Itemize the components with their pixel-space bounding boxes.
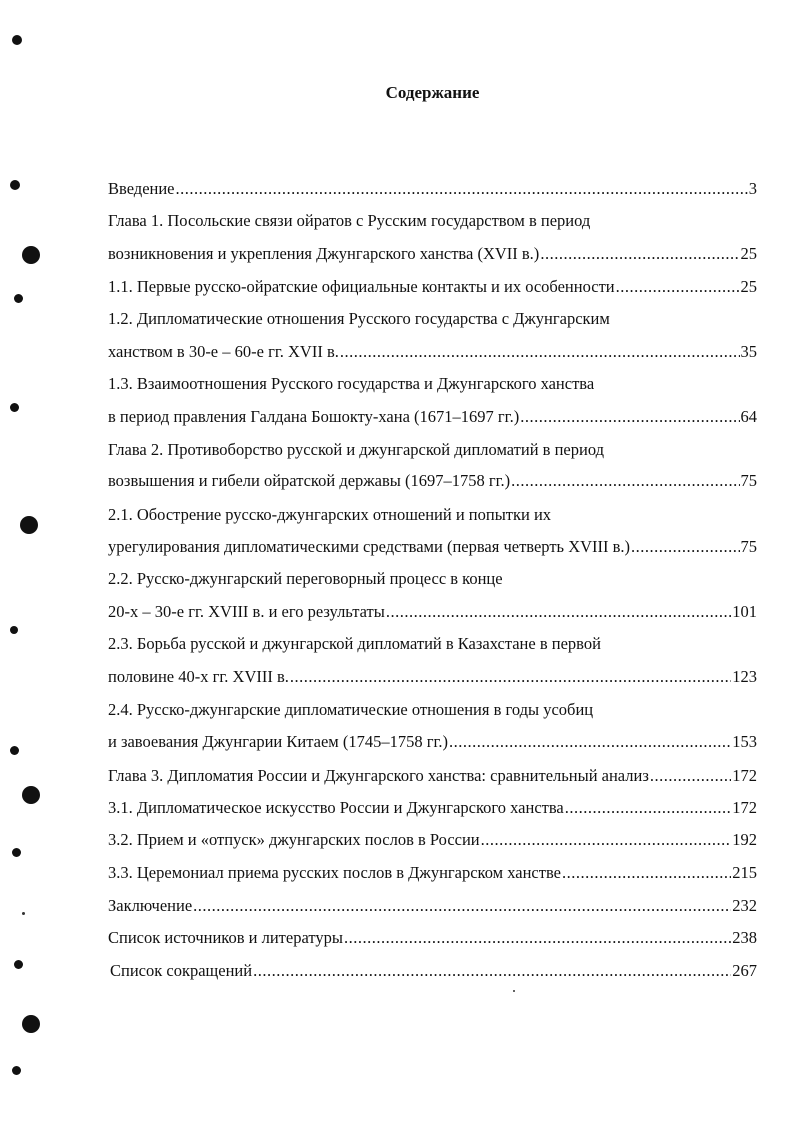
punch-hole bbox=[12, 1066, 21, 1075]
toc-entry-line-continued bbox=[108, 699, 757, 721]
toc-entry-text: Глава 1. Посольские связи ойратов с Русским государством в период bbox=[108, 211, 591, 230]
toc-entry-text: половине 40-х гг. XVIII в. bbox=[108, 667, 289, 686]
toc-entry-text: и завоевания Джунгарии Китаем (1745–1758 гг.) bbox=[108, 732, 449, 751]
dot-leader bbox=[344, 927, 731, 949]
toc-page-number: 75 bbox=[740, 537, 757, 556]
dot-leader bbox=[520, 406, 739, 428]
toc-entry-text: Список сокращений bbox=[110, 961, 253, 980]
toc-page-number: 25 bbox=[740, 277, 757, 296]
punch-hole bbox=[10, 626, 18, 634]
dot-leader bbox=[290, 666, 731, 688]
dot-leader bbox=[650, 765, 731, 787]
toc-entry-text: возвышения и гибели ойратской державы (1697–1758 гг.) bbox=[108, 471, 511, 490]
toc-entry-text: урегулирования дипломатическими средствами (первая четверть XVIII в.) bbox=[108, 537, 631, 556]
dot-leader bbox=[176, 178, 748, 200]
toc-entry-text: 1.2. Дипломатические отношения Русского государства с Джунгарским bbox=[108, 309, 610, 328]
toc-entry-line-continued bbox=[108, 210, 757, 232]
dot-leader bbox=[616, 276, 740, 298]
toc-entry-line bbox=[108, 797, 757, 819]
toc-entry-line-continued bbox=[108, 439, 757, 461]
punch-hole bbox=[20, 516, 38, 534]
dot-leader bbox=[565, 797, 732, 819]
dot-leader bbox=[253, 960, 731, 982]
toc-entry-text: 2.3. Борьба русской и джунгарской дипломатий в Казахстане в первой bbox=[108, 634, 601, 653]
dot-leader bbox=[631, 536, 739, 558]
toc-entry-line bbox=[108, 895, 757, 917]
toc-entry-line bbox=[108, 243, 757, 265]
punch-hole bbox=[14, 960, 23, 969]
toc-page-number: 64 bbox=[740, 407, 757, 426]
punch-hole bbox=[22, 1015, 40, 1033]
dot-leader bbox=[449, 731, 731, 753]
toc-entry-line bbox=[108, 829, 757, 851]
punch-hole bbox=[10, 403, 19, 412]
punch-hole bbox=[14, 294, 23, 303]
toc-entry-line bbox=[108, 666, 757, 688]
toc-entry-text: 2.2. Русско-джунгарский переговорный процесс в конце bbox=[108, 569, 503, 588]
toc-entry-text: Список источников и литературы bbox=[108, 928, 343, 947]
toc-page-number: 25 bbox=[740, 244, 757, 263]
toc-entry-text: Заключение bbox=[108, 896, 193, 915]
toc-page-number: 101 bbox=[732, 602, 757, 621]
toc-page-number: 172 bbox=[732, 798, 757, 817]
punch-hole bbox=[10, 180, 20, 190]
toc-page-number: 238 bbox=[732, 928, 757, 947]
toc-page-number: 123 bbox=[732, 667, 757, 686]
toc-entry-line bbox=[108, 601, 757, 623]
toc-page-number: 153 bbox=[732, 732, 757, 751]
toc-page-number: 215 bbox=[732, 863, 757, 882]
toc-entry-text: 1.3. Взаимоотношения Русского государства и Джунгарского ханства bbox=[108, 374, 595, 393]
toc-page-number: 192 bbox=[732, 830, 757, 849]
scan-speck bbox=[513, 990, 515, 992]
dot-leader bbox=[562, 862, 731, 884]
toc-entry-text: 2.4. Русско-джунгарские дипломатические отношения в годы усобиц bbox=[108, 700, 594, 719]
toc-entry-line bbox=[108, 178, 757, 200]
toc-entry-text: в период правления Галдана Бошокту-хана (1671–1697 гг.) bbox=[108, 407, 520, 426]
toc-entry-line-continued bbox=[108, 373, 757, 395]
punch-hole bbox=[10, 746, 19, 755]
punch-hole bbox=[22, 786, 40, 804]
page-title: Содержание bbox=[385, 83, 480, 102]
toc-entry-line-continued bbox=[108, 504, 757, 526]
toc-entry-text: Глава 2. Противоборство русской и джунгарской дипломатий в период bbox=[108, 440, 604, 459]
dot-leader bbox=[481, 829, 732, 851]
toc-entry-line bbox=[108, 862, 757, 884]
toc-entry-text: 3.3. Церемониал приема русских послов в Джунгарском ханстве bbox=[108, 863, 561, 882]
toc-entry-line bbox=[108, 276, 757, 298]
toc-page-number: 3 bbox=[748, 179, 757, 198]
toc-entry-text: ханством в 30-е – 60-е гг. XVII в. bbox=[108, 342, 339, 361]
toc-entry-line-continued bbox=[108, 568, 757, 590]
toc-entry-line bbox=[108, 536, 757, 558]
scan-speck bbox=[22, 912, 25, 915]
toc-entry-text: Глава 3. Дипломатия России и Джунгарского ханства: сравнительный анализ bbox=[108, 766, 649, 785]
toc-entry-text: 20-х – 30-е гг. XVIII в. и его результаты bbox=[108, 602, 385, 621]
toc-entry-line bbox=[108, 927, 757, 949]
toc-entry-line bbox=[108, 470, 757, 492]
toc-page-number: 35 bbox=[740, 342, 757, 361]
dot-leader bbox=[511, 470, 739, 492]
toc-entry-text: Введение bbox=[108, 179, 175, 198]
toc-page-number: 267 bbox=[732, 961, 757, 980]
toc-entry-text: 1.1. Первые русско-ойратские официальные контакты и их особенности bbox=[108, 277, 615, 296]
dot-leader bbox=[540, 243, 739, 265]
toc-entry-line bbox=[110, 960, 757, 982]
punch-hole bbox=[22, 246, 40, 264]
toc-entry-line bbox=[108, 406, 757, 428]
toc-page-number: 172 bbox=[732, 766, 757, 785]
toc-entry-text: 3.1. Дипломатическое искусство России и Джунгарского ханства bbox=[108, 798, 564, 817]
toc-page-number: 232 bbox=[732, 896, 757, 915]
toc-entry-line-continued bbox=[108, 633, 757, 655]
toc-entry-line bbox=[108, 341, 757, 363]
toc-entry-line bbox=[108, 765, 757, 787]
toc-entry-text: возникновения и укрепления Джунгарского ханства (XVII в.) bbox=[108, 244, 540, 263]
dot-leader bbox=[193, 895, 731, 917]
punch-hole bbox=[12, 848, 21, 857]
toc-entry-text: 3.2. Прием и «отпуск» джунгарских послов в России bbox=[108, 830, 480, 849]
toc-page-number: 75 bbox=[740, 471, 757, 490]
toc-entry-line-continued bbox=[108, 308, 757, 330]
dot-leader bbox=[386, 601, 731, 623]
toc-entry-line bbox=[108, 731, 757, 753]
toc-entry-text: 2.1. Обострение русско-джунгарских отношений и попытки их bbox=[108, 505, 552, 524]
dot-leader bbox=[340, 341, 740, 363]
punch-hole bbox=[12, 35, 22, 45]
